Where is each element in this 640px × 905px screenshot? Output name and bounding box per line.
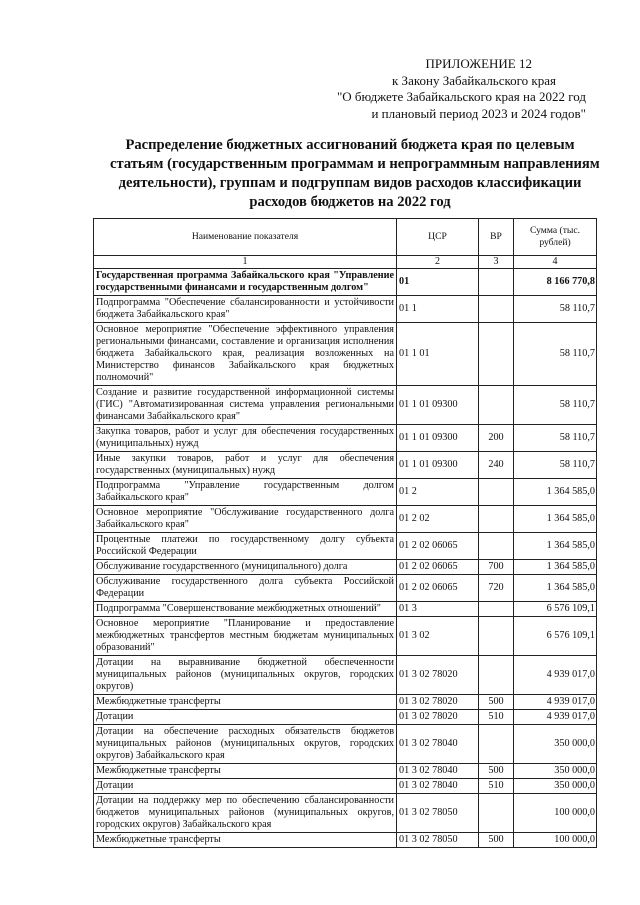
- table-row: [94, 560, 597, 575]
- title-line: расходов бюджетов на 2022 год: [249, 194, 451, 210]
- row-csr-cell: 01 1 01 09300: [397, 425, 479, 452]
- row-sum-cell: 58 110,7: [514, 296, 597, 323]
- row-csr-cell: 01: [397, 269, 479, 296]
- row-name-cell: Основное мероприятие "Обслуживание государственного долга Забайкальского края": [94, 506, 397, 533]
- row-name-cell: Подпрограмма "Управление государственным долгом Забайкальского края": [94, 479, 397, 506]
- column-number: 1: [94, 256, 397, 269]
- row-csr-cell: 01 3 02 78040: [397, 779, 479, 794]
- row-sum-cell: 6 576 109,1: [514, 602, 597, 617]
- row-vr-cell: 200: [479, 425, 514, 452]
- table-row: [94, 695, 597, 710]
- row-name-cell: Подпрограмма "Обеспечение сбалансированности и устойчивости бюджета Забайкальского края": [94, 296, 397, 323]
- row-sum-cell: 58 110,7: [514, 452, 597, 479]
- row-vr-cell: 500: [479, 833, 514, 848]
- appendix-number: ПРИЛОЖЕНИЕ 12: [425, 56, 532, 71]
- row-name-cell: Основное мероприятие "Планирование и предоставление межбюджетных трансфертов местным бюджетам муниципальных образований": [94, 617, 397, 656]
- row-vr-cell: [479, 656, 514, 695]
- row-vr-cell: 700: [479, 560, 514, 575]
- row-csr-cell: 01 2 02 06065: [397, 533, 479, 560]
- row-name-cell: Дотации на обеспечение расходных обязательств бюджетов муниципальных районов (муниципальных округов, городских округов) Забайкальского края: [94, 725, 397, 764]
- table-row: [94, 452, 597, 479]
- row-name-cell: Процентные платежи по государственному долгу субъекта Российской Федерации: [94, 533, 397, 560]
- title-line: деятельности), группам и подгруппам видов расходов классификации: [118, 175, 582, 191]
- row-vr-cell: 720: [479, 575, 514, 602]
- column-number: 2: [397, 256, 479, 269]
- row-name-cell: Межбюджетные трансферты: [94, 695, 397, 710]
- row-vr-cell: [479, 617, 514, 656]
- table-row: [94, 479, 597, 506]
- row-sum-cell: 1 364 585,0: [514, 506, 597, 533]
- column-number: 4: [514, 256, 597, 269]
- row-csr-cell: 01 1 01 09300: [397, 386, 479, 425]
- row-sum-cell: 1 364 585,0: [514, 560, 597, 575]
- row-sum-cell: 58 110,7: [514, 386, 597, 425]
- row-sum-cell: 4 939 017,0: [514, 695, 597, 710]
- table-row: [94, 779, 597, 794]
- row-name-cell: Межбюджетные трансферты: [94, 764, 397, 779]
- row-csr-cell: 01 3 02 78040: [397, 725, 479, 764]
- row-csr-cell: 01 2: [397, 479, 479, 506]
- appendix-law-period: и плановый период 2023 и 2024 годов": [371, 105, 586, 121]
- table-row: [94, 533, 597, 560]
- table-row: [94, 269, 597, 296]
- row-vr-cell: 240: [479, 452, 514, 479]
- row-csr-cell: 01 3 02 78050: [397, 794, 479, 833]
- row-name-cell: Дотации: [94, 710, 397, 725]
- row-csr-cell: 01 1: [397, 296, 479, 323]
- row-csr-cell: 01 3 02: [397, 617, 479, 656]
- row-csr-cell: 01 3 02 78050: [397, 833, 479, 848]
- row-csr-cell: 01 1 01: [397, 323, 479, 386]
- row-name-cell: Закупка товаров, работ и услуг для обеспечения государственных (муниципальных) нужд: [94, 425, 397, 452]
- row-csr-cell: 01 2 02 06065: [397, 575, 479, 602]
- table-row: [94, 323, 597, 386]
- row-sum-cell: 1 364 585,0: [514, 575, 597, 602]
- row-name-cell: Иные закупки товаров, работ и услуг для обеспечения государственных (муниципальных) нужд: [94, 452, 397, 479]
- table-row: [94, 386, 597, 425]
- row-name-cell: Обслуживание государственного (муниципального) долга: [94, 560, 397, 575]
- row-sum-cell: 8 166 770,8: [514, 269, 597, 296]
- row-vr-cell: 500: [479, 764, 514, 779]
- table-row: [94, 296, 597, 323]
- row-sum-cell: 350 000,0: [514, 764, 597, 779]
- row-vr-cell: [479, 602, 514, 617]
- table-row: [94, 617, 597, 656]
- row-sum-cell: 58 110,7: [514, 425, 597, 452]
- row-name-cell: Обслуживание государственного долга субъекта Российской Федерации: [94, 575, 397, 602]
- row-vr-cell: [479, 479, 514, 506]
- header-sum: Сумма (тыс. рублей): [514, 219, 597, 256]
- title-line: Распределение бюджетных ассигнований бюджета края по целевым: [125, 137, 575, 153]
- appendix-law-title: "О бюджете Забайкальского края на 2022 год: [336, 89, 586, 104]
- appendix-header: [326, 56, 586, 122]
- table-row: [94, 710, 597, 725]
- row-csr-cell: 01 3 02 78020: [397, 710, 479, 725]
- row-vr-cell: [479, 296, 514, 323]
- table-row: [94, 602, 597, 617]
- row-sum-cell: 1 364 585,0: [514, 533, 597, 560]
- row-sum-cell: 350 000,0: [514, 725, 597, 764]
- row-sum-cell: 350 000,0: [514, 779, 597, 794]
- row-vr-cell: [479, 386, 514, 425]
- row-name-cell: Основное мероприятие "Обеспечение эффективного управления региональными финансами, составление и организация исполнения бюджета Забайкальского края, реализация возложенных на Министерство финансов Забайкальского края бюджетных полномочий": [94, 323, 397, 386]
- title-line: статьям (государственным программам и непрограммным направлениям: [110, 156, 600, 172]
- row-vr-cell: [479, 269, 514, 296]
- table-row: [94, 794, 597, 833]
- column-number: 3: [479, 256, 514, 269]
- row-csr-cell: 01 3 02 78020: [397, 695, 479, 710]
- table-header-row: [94, 219, 597, 256]
- row-sum-cell: 4 939 017,0: [514, 710, 597, 725]
- budget-allocation-table: [93, 218, 597, 848]
- row-sum-cell: 6 576 109,1: [514, 617, 597, 656]
- row-vr-cell: [479, 533, 514, 560]
- header-name: Наименование показателя: [94, 219, 397, 256]
- column-number-row: [94, 256, 597, 269]
- table-row: [94, 764, 597, 779]
- row-vr-cell: [479, 506, 514, 533]
- row-sum-cell: 100 000,0: [514, 794, 597, 833]
- header-csr: ЦСР: [397, 219, 479, 256]
- row-csr-cell: 01 2 02 06065: [397, 560, 479, 575]
- row-name-cell: Дотации на поддержку мер по обеспечению сбалансированности бюджетов муниципальных районов (муниципальных округов, городских округов) Забайкальского края: [94, 794, 397, 833]
- document-title: [110, 136, 600, 212]
- row-vr-cell: [479, 725, 514, 764]
- row-name-cell: Государственная программа Забайкальского края "Управление государственными финансами и государственным долгом": [94, 269, 397, 296]
- row-vr-cell: 510: [479, 779, 514, 794]
- table-row: [94, 725, 597, 764]
- row-sum-cell: 100 000,0: [514, 833, 597, 848]
- table-row: [94, 425, 597, 452]
- row-sum-cell: 1 364 585,0: [514, 479, 597, 506]
- appendix-law-ref: к Закону Забайкальского края: [391, 72, 556, 88]
- table-row: [94, 833, 597, 848]
- row-vr-cell: [479, 794, 514, 833]
- table-row: [94, 656, 597, 695]
- row-sum-cell: 4 939 017,0: [514, 656, 597, 695]
- row-name-cell: Создание и развитие государственной информационной системы (ГИС) "Автоматизированная система управления региональными финансами Забайкальского края": [94, 386, 397, 425]
- row-vr-cell: 510: [479, 710, 514, 725]
- row-csr-cell: 01 3 02 78020: [397, 656, 479, 695]
- row-csr-cell: 01 2 02: [397, 506, 479, 533]
- row-csr-cell: 01 1 01 09300: [397, 452, 479, 479]
- row-name-cell: Межбюджетные трансферты: [94, 833, 397, 848]
- row-csr-cell: 01 3: [397, 602, 479, 617]
- row-sum-cell: 58 110,7: [514, 323, 597, 386]
- table-row: [94, 506, 597, 533]
- row-vr-cell: [479, 323, 514, 386]
- header-vr: ВР: [479, 219, 514, 256]
- table-row: [94, 575, 597, 602]
- row-vr-cell: 500: [479, 695, 514, 710]
- row-name-cell: Подпрограмма "Совершенствование межбюджетных отношений": [94, 602, 397, 617]
- row-name-cell: Дотации: [94, 779, 397, 794]
- row-csr-cell: 01 3 02 78040: [397, 764, 479, 779]
- row-name-cell: Дотации на выравнивание бюджетной обеспеченности муниципальных районов (муниципальных округов, городских округов): [94, 656, 397, 695]
